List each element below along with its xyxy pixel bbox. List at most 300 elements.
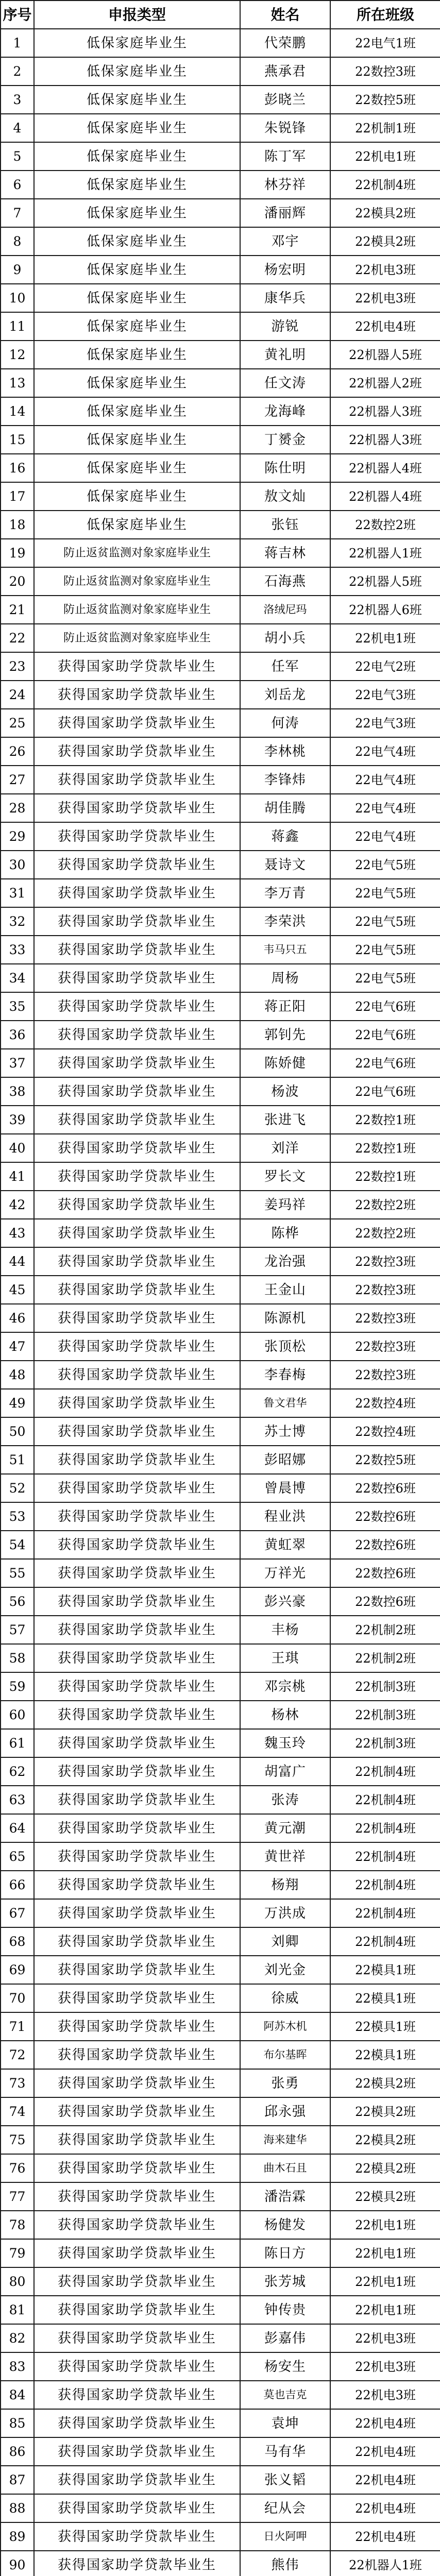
row-number-cell: 3: [1, 86, 34, 114]
row-number-cell: 88: [1, 2494, 34, 2522]
class-name-cell: 22机电4班: [330, 312, 440, 341]
table-row: [1, 1984, 440, 2012]
student-name-cell: 刘洋: [240, 1134, 330, 1162]
class-name-cell: 22机电4班: [330, 2522, 440, 2551]
application-type-cell: 获得国家助学贷款毕业生: [34, 1247, 240, 1276]
application-type-cell: 防止返贫监测对象家庭毕业生: [34, 596, 240, 624]
student-name-cell: 杨波: [240, 1077, 330, 1106]
row-number-cell: 53: [1, 1502, 34, 1531]
class-name-cell: 22机制3班: [330, 1729, 440, 1757]
row-number-cell: 72: [1, 2041, 34, 2069]
student-name-cell: 日火阿呷: [240, 2522, 330, 2551]
student-name-cell: 钟传贵: [240, 2296, 330, 2324]
row-number-cell: 76: [1, 2154, 34, 2182]
class-name-cell: 22机电3班: [330, 2352, 440, 2381]
row-number-cell: 85: [1, 2409, 34, 2437]
row-number-cell: 10: [1, 284, 34, 312]
student-name-cell: 蒋鑫: [240, 822, 330, 851]
student-name-cell: 海来建华: [240, 2126, 330, 2154]
table-row: [1, 57, 440, 86]
table-row: [1, 1332, 440, 1361]
row-number-cell: 78: [1, 2211, 34, 2239]
class-name-cell: 22机电4班: [330, 2466, 440, 2494]
row-number-cell: 25: [1, 709, 34, 737]
table-row: [1, 1502, 440, 1531]
student-name-cell: 万祥光: [240, 1559, 330, 1587]
header-class: 所在班级: [330, 1, 440, 29]
class-name-cell: 22模具1班: [330, 1984, 440, 2012]
application-type-cell: 获得国家助学贷款毕业生: [34, 1446, 240, 1474]
student-name-cell: 陈丁军: [240, 142, 330, 171]
application-type-cell: 低保家庭毕业生: [34, 57, 240, 86]
table-row: [1, 86, 440, 114]
class-name-cell: 22电气6班: [330, 1077, 440, 1106]
table-row: [1, 1049, 440, 1077]
table-row: [1, 1559, 440, 1587]
row-number-cell: 7: [1, 199, 34, 227]
student-name-cell: 阿苏木机: [240, 2012, 330, 2041]
row-number-cell: 28: [1, 794, 34, 822]
class-name-cell: 22机电1班: [330, 2239, 440, 2267]
table-body: [1, 29, 440, 2576]
table-row: [1, 114, 440, 142]
student-name-cell: 朱锐锋: [240, 114, 330, 142]
table-row: [1, 426, 440, 454]
student-name-cell: 马有华: [240, 2437, 330, 2466]
student-name-cell: 黄虹翠: [240, 1531, 330, 1559]
student-name-cell: 洛绒尼玛: [240, 596, 330, 624]
student-name-cell: 彭晓兰: [240, 86, 330, 114]
student-name-cell: 聂诗文: [240, 851, 330, 879]
student-name-cell: 代荣鹏: [240, 29, 330, 57]
student-name-cell: 陈娇健: [240, 1049, 330, 1077]
row-number-cell: 8: [1, 227, 34, 256]
table-row: [1, 1587, 440, 1616]
application-type-cell: 获得国家助学贷款毕业生: [34, 1389, 240, 1417]
student-name-cell: 杨安生: [240, 2352, 330, 2381]
application-type-cell: 获得国家助学贷款毕业生: [34, 737, 240, 766]
row-number-cell: 82: [1, 2324, 34, 2352]
table-row: [1, 1644, 440, 1672]
application-type-cell: 获得国家助学贷款毕业生: [34, 1984, 240, 2012]
header-name: 姓名: [240, 1, 330, 29]
student-name-cell: 林芬祥: [240, 171, 330, 199]
class-name-cell: 22机器人4班: [330, 482, 440, 511]
table-row: [1, 2097, 440, 2126]
class-name-cell: 22数控4班: [330, 1417, 440, 1446]
table-row: [1, 624, 440, 652]
student-name-cell: 程业洪: [240, 1502, 330, 1531]
class-name-cell: 22模具2班: [330, 2097, 440, 2126]
student-name-cell: 丁赟金: [240, 426, 330, 454]
row-number-cell: 63: [1, 1786, 34, 1814]
header-type: 申报类型: [34, 1, 240, 29]
class-name-cell: 22数控5班: [330, 1446, 440, 1474]
table-row: [1, 907, 440, 936]
table-row: [1, 284, 440, 312]
class-name-cell: 22机制2班: [330, 1644, 440, 1672]
class-name-cell: 22电气4班: [330, 737, 440, 766]
application-type-cell: 获得国家助学贷款毕业生: [34, 1021, 240, 1049]
class-name-cell: 22电气3班: [330, 709, 440, 737]
class-name-cell: 22数控6班: [330, 1502, 440, 1531]
table-row: [1, 737, 440, 766]
class-name-cell: 22数控1班: [330, 1162, 440, 1191]
application-type-cell: 获得国家助学贷款毕业生: [34, 936, 240, 964]
application-type-cell: 获得国家助学贷款毕业生: [34, 2296, 240, 2324]
class-name-cell: 22电气2班: [330, 652, 440, 681]
class-name-cell: 22机器人3班: [330, 426, 440, 454]
table-row: [1, 1106, 440, 1134]
application-type-cell: 获得国家助学贷款毕业生: [34, 2211, 240, 2239]
table-row: [1, 1899, 440, 1927]
class-name-cell: 22数控3班: [330, 1276, 440, 1304]
table-row: [1, 1757, 440, 1786]
student-name-cell: 张芳城: [240, 2267, 330, 2296]
row-number-cell: 5: [1, 142, 34, 171]
application-type-cell: 获得国家助学贷款毕业生: [34, 2437, 240, 2466]
student-name-cell: 潘丽辉: [240, 199, 330, 227]
table-row: [1, 2437, 440, 2466]
row-number-cell: 17: [1, 482, 34, 511]
class-name-cell: 22机电1班: [330, 624, 440, 652]
application-type-cell: 获得国家助学贷款毕业生: [34, 1417, 240, 1446]
student-name-cell: 曲木石且: [240, 2154, 330, 2182]
table-row: [1, 1389, 440, 1417]
table-row: [1, 2522, 440, 2551]
student-name-cell: 康华兵: [240, 284, 330, 312]
row-number-cell: 23: [1, 652, 34, 681]
row-number-cell: 73: [1, 2069, 34, 2097]
student-name-cell: 张钰: [240, 511, 330, 539]
application-type-cell: 获得国家助学贷款毕业生: [34, 1191, 240, 1219]
class-name-cell: 22机器人1班: [330, 2551, 440, 2576]
table-row: [1, 369, 440, 397]
row-number-cell: 6: [1, 171, 34, 199]
row-number-cell: 43: [1, 1219, 34, 1247]
row-number-cell: 64: [1, 1814, 34, 1842]
application-type-cell: 获得国家助学贷款毕业生: [34, 2409, 240, 2437]
table-row: [1, 1162, 440, 1191]
class-name-cell: 22数控1班: [330, 1134, 440, 1162]
application-type-cell: 获得国家助学贷款毕业生: [34, 1474, 240, 1502]
application-type-cell: 获得国家助学贷款毕业生: [34, 794, 240, 822]
row-number-cell: 45: [1, 1276, 34, 1304]
table-row: [1, 2239, 440, 2267]
table-row: [1, 1191, 440, 1219]
row-number-cell: 75: [1, 2126, 34, 2154]
application-type-cell: 获得国家助学贷款毕业生: [34, 1672, 240, 1701]
class-name-cell: 22机器人3班: [330, 397, 440, 426]
table-row: [1, 256, 440, 284]
class-name-cell: 22数控2班: [330, 1219, 440, 1247]
row-number-cell: 30: [1, 851, 34, 879]
student-name-cell: 李锋炜: [240, 766, 330, 794]
class-name-cell: 22电气6班: [330, 992, 440, 1021]
row-number-cell: 12: [1, 341, 34, 369]
application-type-cell: 获得国家助学贷款毕业生: [34, 1332, 240, 1361]
table-row: [1, 1956, 440, 1984]
row-number-cell: 49: [1, 1389, 34, 1417]
table-row: [1, 1304, 440, 1332]
application-type-cell: 低保家庭毕业生: [34, 397, 240, 426]
student-name-cell: 纪从会: [240, 2494, 330, 2522]
row-number-cell: 18: [1, 511, 34, 539]
class-name-cell: 22数控2班: [330, 511, 440, 539]
application-type-cell: 获得国家助学贷款毕业生: [34, 2182, 240, 2211]
row-number-cell: 26: [1, 737, 34, 766]
table-row: [1, 1616, 440, 1644]
application-type-cell: 获得国家助学贷款毕业生: [34, 1842, 240, 1871]
student-name-cell: 游锐: [240, 312, 330, 341]
student-name-cell: 杨林: [240, 1701, 330, 1729]
application-type-cell: 低保家庭毕业生: [34, 142, 240, 171]
application-type-cell: 获得国家助学贷款毕业生: [34, 1134, 240, 1162]
table-row: [1, 397, 440, 426]
row-number-cell: 58: [1, 1644, 34, 1672]
application-type-cell: 获得国家助学贷款毕业生: [34, 1956, 240, 1984]
row-number-cell: 31: [1, 879, 34, 907]
table-row: [1, 1927, 440, 1956]
student-name-cell: 燕承君: [240, 57, 330, 86]
table-row: [1, 1021, 440, 1049]
student-name-cell: 陈源机: [240, 1304, 330, 1332]
class-name-cell: 22电气4班: [330, 822, 440, 851]
application-type-cell: 获得国家助学贷款毕业生: [34, 2522, 240, 2551]
header-no: 序号: [1, 1, 34, 29]
table-row: [1, 992, 440, 1021]
application-type-cell: 低保家庭毕业生: [34, 312, 240, 341]
class-name-cell: 22模具2班: [330, 227, 440, 256]
application-type-cell: 获得国家助学贷款毕业生: [34, 1162, 240, 1191]
class-name-cell: 22机电3班: [330, 2324, 440, 2352]
row-number-cell: 66: [1, 1871, 34, 1899]
application-type-cell: 获得国家助学贷款毕业生: [34, 1899, 240, 1927]
application-type-cell: 防止返贫监测对象家庭毕业生: [34, 567, 240, 596]
class-name-cell: 22模具1班: [330, 2041, 440, 2069]
application-type-cell: 防止返贫监测对象家庭毕业生: [34, 624, 240, 652]
application-type-cell: 获得国家助学贷款毕业生: [34, 1049, 240, 1077]
row-number-cell: 56: [1, 1587, 34, 1616]
class-name-cell: 22数控6班: [330, 1531, 440, 1559]
row-number-cell: 69: [1, 1956, 34, 1984]
table-row: [1, 454, 440, 482]
row-number-cell: 81: [1, 2296, 34, 2324]
student-name-cell: 胡富广: [240, 1757, 330, 1786]
student-name-cell: 魏玉玲: [240, 1729, 330, 1757]
table-row: [1, 29, 440, 57]
table-row: [1, 2041, 440, 2069]
student-name-cell: 张顶松: [240, 1332, 330, 1361]
table-row: [1, 567, 440, 596]
row-number-cell: 14: [1, 397, 34, 426]
row-number-cell: 44: [1, 1247, 34, 1276]
row-number-cell: 47: [1, 1332, 34, 1361]
student-name-cell: 徐威: [240, 1984, 330, 2012]
application-type-cell: 获得国家助学贷款毕业生: [34, 2239, 240, 2267]
class-name-cell: 22机电1班: [330, 2296, 440, 2324]
class-name-cell: 22数控3班: [330, 1361, 440, 1389]
class-name-cell: 22数控3班: [330, 1304, 440, 1332]
student-name-cell: 潘浩霖: [240, 2182, 330, 2211]
application-type-cell: 获得国家助学贷款毕业生: [34, 1757, 240, 1786]
student-name-cell: 邓宇: [240, 227, 330, 256]
class-name-cell: 22电气4班: [330, 794, 440, 822]
application-type-cell: 获得国家助学贷款毕业生: [34, 2267, 240, 2296]
row-number-cell: 36: [1, 1021, 34, 1049]
class-name-cell: 22模具2班: [330, 2126, 440, 2154]
class-name-cell: 22电气5班: [330, 851, 440, 879]
row-number-cell: 51: [1, 1446, 34, 1474]
row-number-cell: 2: [1, 57, 34, 86]
student-name-cell: 刘岳龙: [240, 681, 330, 709]
class-name-cell: 22机制4班: [330, 1814, 440, 1842]
application-type-cell: 获得国家助学贷款毕业生: [34, 2551, 240, 2576]
class-name-cell: 22电气6班: [330, 1049, 440, 1077]
class-name-cell: 22模具1班: [330, 2012, 440, 2041]
table-row: [1, 2126, 440, 2154]
student-name-cell: 陈仕明: [240, 454, 330, 482]
table-row: [1, 1842, 440, 1871]
class-name-cell: 22数控6班: [330, 1559, 440, 1587]
table-row: [1, 964, 440, 992]
table-row: [1, 822, 440, 851]
table-row: [1, 539, 440, 567]
class-name-cell: 22电气3班: [330, 681, 440, 709]
row-number-cell: 20: [1, 567, 34, 596]
table-row: [1, 1361, 440, 1389]
application-type-cell: 获得国家助学贷款毕业生: [34, 907, 240, 936]
student-name-cell: 鲁文君华: [240, 1389, 330, 1417]
application-type-cell: 低保家庭毕业生: [34, 284, 240, 312]
application-type-cell: 获得国家助学贷款毕业生: [34, 964, 240, 992]
student-name-cell: 刘卿: [240, 1927, 330, 1956]
student-name-cell: 敖文灿: [240, 482, 330, 511]
class-name-cell: 22机器人2班: [330, 369, 440, 397]
row-number-cell: 22: [1, 624, 34, 652]
application-type-cell: 获得国家助学贷款毕业生: [34, 1531, 240, 1559]
row-number-cell: 9: [1, 256, 34, 284]
table-row: [1, 2267, 440, 2296]
class-name-cell: 22机器人5班: [330, 567, 440, 596]
class-name-cell: 22机制4班: [330, 1927, 440, 1956]
application-type-cell: 获得国家助学贷款毕业生: [34, 2466, 240, 2494]
application-type-cell: 获得国家助学贷款毕业生: [34, 652, 240, 681]
class-name-cell: 22机制4班: [330, 1899, 440, 1927]
application-type-cell: 低保家庭毕业生: [34, 256, 240, 284]
application-type-cell: 获得国家助学贷款毕业生: [34, 681, 240, 709]
row-number-cell: 24: [1, 681, 34, 709]
student-name-cell: 张勇: [240, 2069, 330, 2097]
application-type-cell: 获得国家助学贷款毕业生: [34, 1701, 240, 1729]
student-name-cell: 彭兴豪: [240, 1587, 330, 1616]
class-name-cell: 22机器人5班: [330, 341, 440, 369]
class-name-cell: 22机制2班: [330, 1616, 440, 1644]
application-type-cell: 获得国家助学贷款毕业生: [34, 1219, 240, 1247]
application-type-cell: 获得国家助学贷款毕业生: [34, 822, 240, 851]
student-name-cell: 莫也吉克: [240, 2381, 330, 2409]
table-row: [1, 2182, 440, 2211]
student-name-cell: 韦马只五: [240, 936, 330, 964]
row-number-cell: 84: [1, 2381, 34, 2409]
student-name-cell: 刘光金: [240, 1956, 330, 1984]
student-name-cell: 彭昭娜: [240, 1446, 330, 1474]
application-type-cell: 低保家庭毕业生: [34, 114, 240, 142]
application-type-cell: 获得国家助学贷款毕业生: [34, 1077, 240, 1106]
student-name-cell: 周杨: [240, 964, 330, 992]
table-row: [1, 936, 440, 964]
student-name-cell: 邱永强: [240, 2097, 330, 2126]
table-row: [1, 2296, 440, 2324]
student-name-cell: 布尔基晖: [240, 2041, 330, 2069]
table-row: [1, 341, 440, 369]
application-type-cell: 获得国家助学贷款毕业生: [34, 1106, 240, 1134]
class-name-cell: 22数控6班: [330, 1474, 440, 1502]
table-row: [1, 2211, 440, 2239]
application-type-cell: 获得国家助学贷款毕业生: [34, 2324, 240, 2352]
row-number-cell: 39: [1, 1106, 34, 1134]
table-row: [1, 1446, 440, 1474]
table-row: [1, 2069, 440, 2097]
application-type-cell: 获得国家助学贷款毕业生: [34, 1304, 240, 1332]
student-name-cell: 任军: [240, 652, 330, 681]
class-name-cell: 22机电3班: [330, 284, 440, 312]
table-row: [1, 312, 440, 341]
row-number-cell: 4: [1, 114, 34, 142]
class-name-cell: 22机电4班: [330, 2494, 440, 2522]
class-name-cell: 22数控3班: [330, 1247, 440, 1276]
student-name-cell: 陈桦: [240, 1219, 330, 1247]
table-row: [1, 1871, 440, 1899]
student-name-cell: 石海燕: [240, 567, 330, 596]
row-number-cell: 50: [1, 1417, 34, 1446]
table-row: [1, 652, 440, 681]
row-number-cell: 71: [1, 2012, 34, 2041]
student-name-cell: 龙海峰: [240, 397, 330, 426]
student-name-cell: 张进飞: [240, 1106, 330, 1134]
class-name-cell: 22机制3班: [330, 1672, 440, 1701]
student-name-cell: 胡佳腾: [240, 794, 330, 822]
application-type-cell: 获得国家助学贷款毕业生: [34, 879, 240, 907]
class-name-cell: 22机电4班: [330, 2437, 440, 2466]
application-type-cell: 获得国家助学贷款毕业生: [34, 1871, 240, 1899]
table-row: [1, 199, 440, 227]
class-name-cell: 22机电1班: [330, 142, 440, 171]
student-name-cell: 李荣洪: [240, 907, 330, 936]
table-row: [1, 1786, 440, 1814]
table-row: [1, 2494, 440, 2522]
table-header-row: [1, 1, 440, 29]
student-name-cell: 杨宏明: [240, 256, 330, 284]
class-name-cell: 22电气5班: [330, 964, 440, 992]
student-name-cell: 邓宗桃: [240, 1672, 330, 1701]
row-number-cell: 16: [1, 454, 34, 482]
class-name-cell: 22机电1班: [330, 2267, 440, 2296]
table-row: [1, 2466, 440, 2494]
table-row: [1, 2324, 440, 2352]
class-name-cell: 22模具1班: [330, 1956, 440, 1984]
student-name-cell: 陈日方: [240, 2239, 330, 2267]
application-type-cell: 获得国家助学贷款毕业生: [34, 766, 240, 794]
application-type-cell: 低保家庭毕业生: [34, 454, 240, 482]
row-number-cell: 15: [1, 426, 34, 454]
class-name-cell: 22机制4班: [330, 1842, 440, 1871]
row-number-cell: 35: [1, 992, 34, 1021]
row-number-cell: 38: [1, 1077, 34, 1106]
student-name-cell: 黄元潮: [240, 1814, 330, 1842]
class-name-cell: 22机制4班: [330, 1871, 440, 1899]
row-number-cell: 59: [1, 1672, 34, 1701]
